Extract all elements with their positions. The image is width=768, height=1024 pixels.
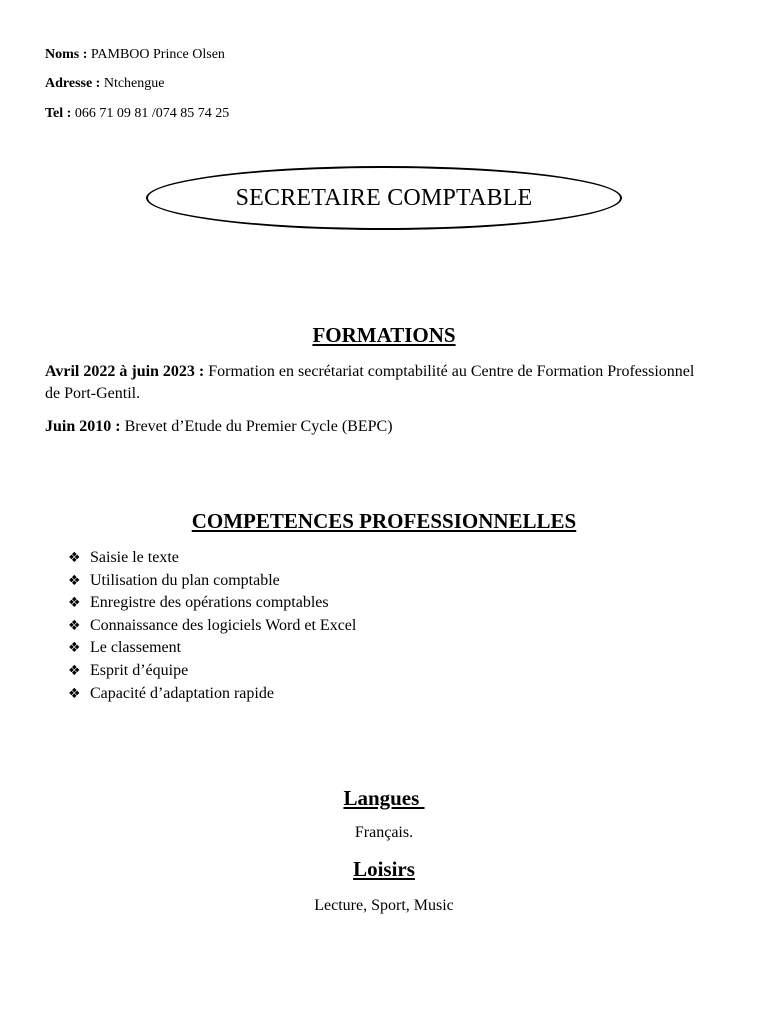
skill-label: Utilisation du plan comptable [90,571,280,589]
skills-list [68,547,356,705]
formation-text: Brevet d’Etude du Premier Cycle (BEPC) [124,418,393,435]
skill-item [68,570,356,593]
skill-item [68,637,356,660]
job-title-box [146,166,622,230]
langues-heading: Langues [343,786,425,810]
skill-item [68,592,356,615]
diamond-bullet-icon: ❖ [68,640,81,657]
contact-name [45,47,225,63]
skill-item [68,547,356,570]
name-label: Noms : [45,47,88,62]
competences-heading: COMPETENCES PROFESSIONNELLES [191,509,577,533]
formation-date: Avril 2022 à juin 2023 : [45,363,205,380]
skill-item [68,683,356,706]
contact-address [45,76,165,92]
phone-value: 066 71 09 81 /074 85 74 25 [74,106,230,121]
address-value: Ntchengue [103,76,165,91]
skill-item [68,615,356,638]
diamond-bullet-icon: ❖ [68,617,81,634]
langues-value: Français. [354,824,414,841]
skill-item [68,660,356,683]
loisirs-heading: Loisirs [353,857,415,881]
contact-phone [45,106,229,122]
diamond-bullet-icon: ❖ [68,685,81,702]
job-title: SECRETAIRE COMPTABLE [235,184,533,211]
diamond-bullet-icon: ❖ [68,572,81,589]
address-label: Adresse : [45,76,101,91]
skill-label: Connaissance des logiciels Word et Excel [90,616,357,634]
loisirs-value: Lecture, Sport, Music [314,897,454,914]
formation-text: Formation en secrétariat comptabilité au Centre de Formation Professionnel de Port-Gentil. [45,363,695,402]
formation-date: Juin 2010 : [45,418,121,435]
formation-item [45,361,705,405]
phone-label: Tel : [45,106,72,121]
skill-label: Le classement [90,639,182,657]
formation-item [45,416,705,438]
diamond-bullet-icon: ❖ [68,595,81,612]
skill-label: Saisie le texte [90,549,179,566]
skill-label: Capacité d’adaptation rapide [90,684,274,702]
skill-label: Enregistre des opérations comptables [90,594,329,612]
diamond-bullet-icon: ❖ [68,662,81,679]
name-value: PAMBOO Prince Olsen [90,47,225,62]
skill-label: Esprit d’équipe [90,661,189,679]
diamond-bullet-icon: ❖ [68,550,81,566]
formations-heading: FORMATIONS [312,323,456,347]
